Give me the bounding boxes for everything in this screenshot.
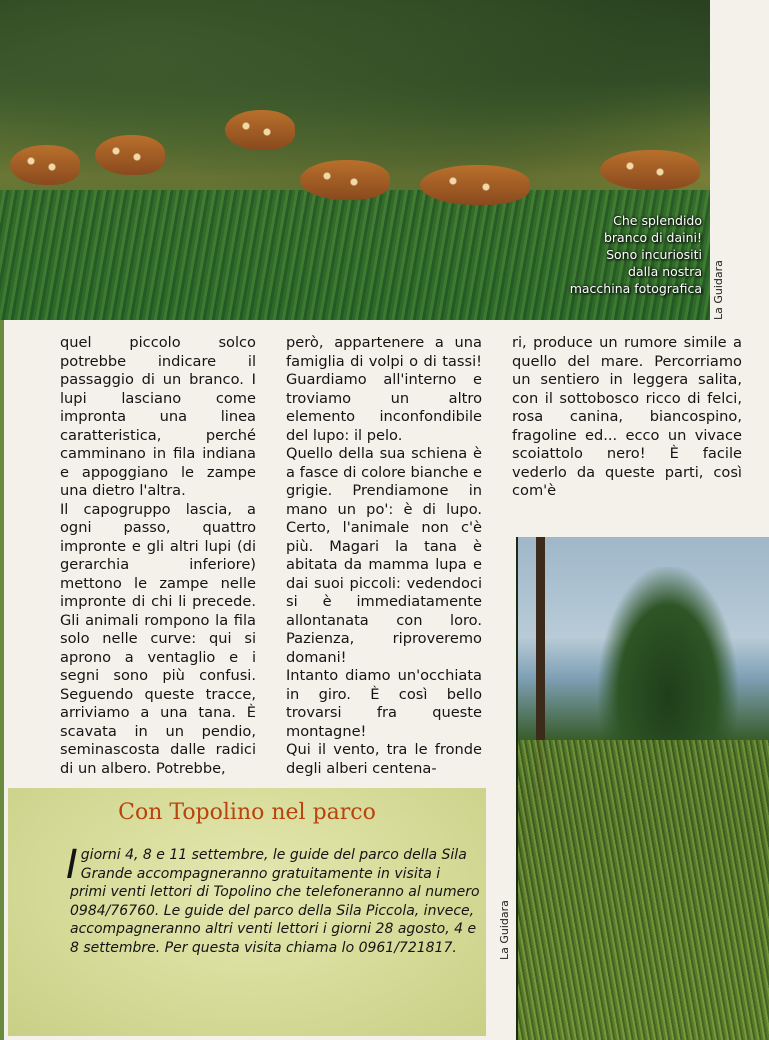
page-edge-decoration bbox=[0, 320, 4, 1040]
caption-line: branco di daini! bbox=[603, 230, 702, 245]
photo-credit: La Guidara bbox=[498, 900, 511, 960]
text-column-2 bbox=[286, 334, 482, 778]
deer-figure bbox=[10, 145, 80, 185]
deer-figure bbox=[95, 135, 165, 175]
box-body: giorni 4, 8 e 11 settembre, le guide del parco della Sila Grande accompagneranno gratuitamente in visita i primi venti lettori di Topolino che telefoneranno al numero 0984/76760. Le guide del parco della Sila Piccola, invece, accompagneranno altri venti lettori i giorni 28 agosto, 4 e 8 settembre. Per questa visita chiama lo 0961/721817. bbox=[70, 847, 480, 956]
pine-forest-photo bbox=[516, 537, 769, 1040]
body-text: però, appartenere a una famiglia di volpi o di tassi! Guardiamo all'interno e troviamo un altro elemento inconfondibile del lupo: il pelo. Quello della sua schiena è a fasce di colore bianche e grigie. Prendiamone in mano un po': è di lupo. Certo, l'animale non c'è più. Magari la tana è abitata da mamma lupa e dai suoi piccoli: vedendoci si è immediatamente allontanata con loro. Pazienza, riproveremo domani! Intanto diamo un'occhiata in giro. È così bello trovarsi fra queste montagne! Qui il vento, tra le fronde degli alberi centena- bbox=[286, 334, 482, 777]
text-column-3 bbox=[512, 334, 742, 501]
body-text: quel piccolo solco potrebbe indicare il passaggio di un branco. I lupi lasciano come impronta una linea caratteristica, perché camminano in fila indiana e appoggiano le zampe una dietro l'altra. Il capogruppo lascia, a ogni passo, quattro impronte e gli altri lupi (di gerarchia inferiore) mettono le zampe nelle impronte di chi li precede. Gli animali rompono la fila solo nelle curve: qui si aprono a ventaglio e i segni sono più confusi. Seguendo queste tracce, arriviamo a una tana. È scavata in un pendio, seminascosta dalle radici di un albero. Potrebbe, bbox=[60, 334, 256, 777]
deer-figure bbox=[225, 110, 295, 150]
text-column-1 bbox=[60, 334, 256, 778]
box-text bbox=[66, 842, 480, 957]
tall-grass bbox=[518, 740, 769, 1040]
caption-line: dalla nostra bbox=[628, 264, 702, 279]
caption-line: macchina fotografica bbox=[569, 281, 702, 296]
caption-line: Sono incuriositi bbox=[606, 247, 702, 262]
deer-figure bbox=[300, 160, 390, 200]
deer-figure bbox=[420, 165, 530, 205]
info-box bbox=[8, 788, 486, 1036]
caption-line: Che splendido bbox=[613, 213, 702, 228]
body-text: ri, produce un rumore simile a quello del mare. Percorriamo un sentiero in leggera salita, con il sottobosco ricco di felci, rosa canina, biancospino, fragoline ed... ecco un vivace scoiattolo nero! È facile vederlo da queste parti, così com'è bbox=[512, 334, 742, 499]
box-title: Con Topolino nel parco bbox=[118, 800, 376, 825]
photo-credit: La Guidara bbox=[712, 260, 725, 320]
deer-herd-photo bbox=[0, 0, 710, 320]
drop-cap: I bbox=[66, 842, 78, 888]
deer-figure bbox=[600, 150, 700, 190]
photo-caption bbox=[532, 212, 702, 297]
